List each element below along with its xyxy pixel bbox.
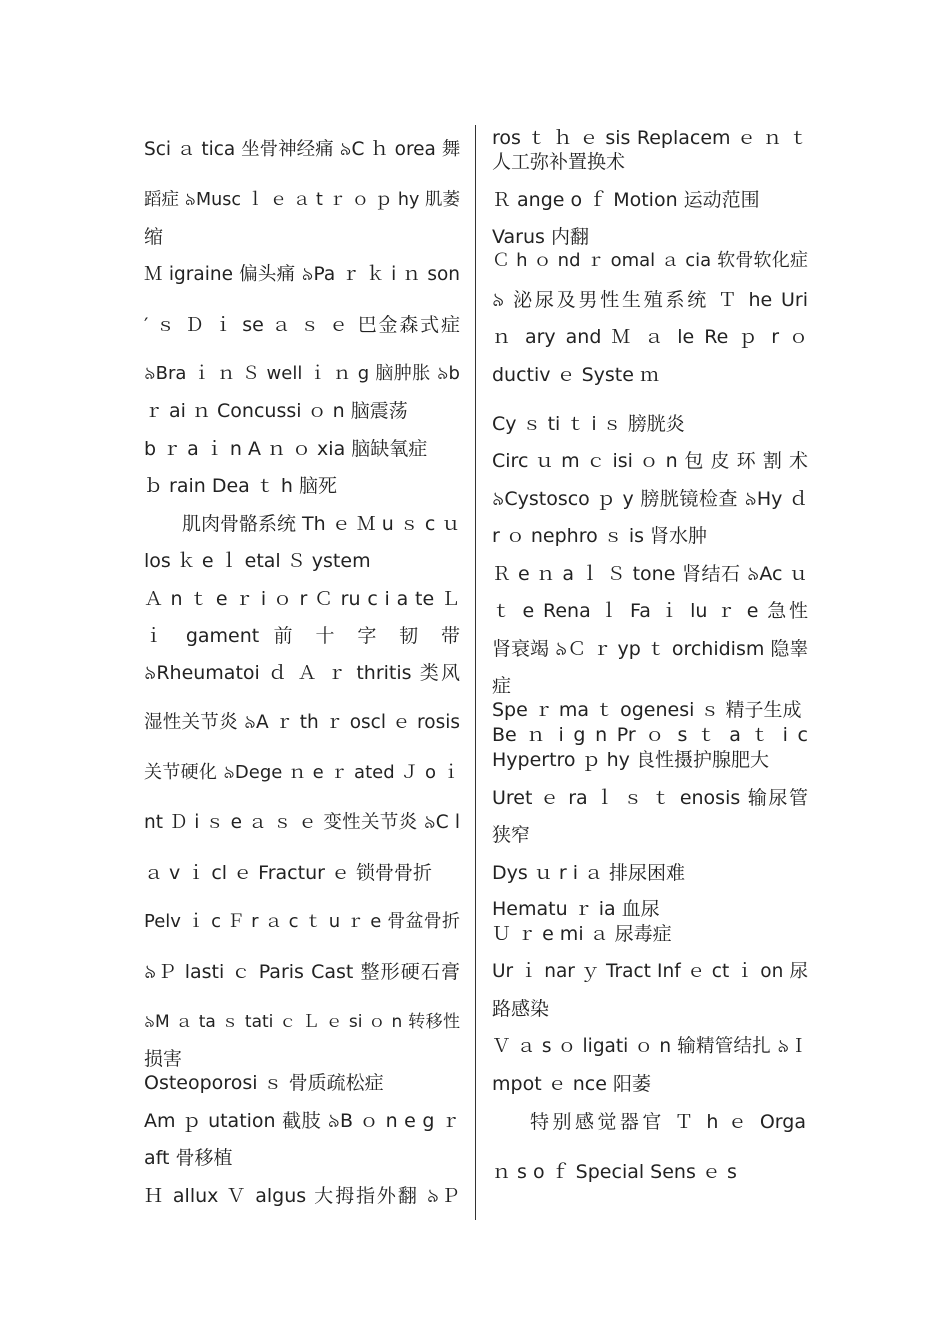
text-line: Pelv ｉ c Ｆ r ａ c ｔ u ｒ e 骨盆骨折: [144, 911, 460, 932]
text-line: 蹈症 ৯Musc ｌ ｅ ａ t ｒ ｏ ｐ hy 肌萎: [144, 190, 460, 210]
text-line: 路感染: [492, 998, 550, 1020]
text-line: Am ｐ utation 截肢 ৯B ｏ n e g ｒ: [144, 1110, 460, 1132]
text-line: ｔ e Rena ｌ Fa ｉ lu ｒ e 急性: [492, 600, 808, 622]
text-line: Hematu ｒ ia 血尿: [492, 898, 660, 920]
section-heading: 肌肉骨骼系统 Th ｅ Ｍ u ｓ c ｕ: [182, 513, 461, 535]
text-line: 狭窄: [492, 824, 531, 846]
text-line: ａ v ｉ cl ｅ Fractur ｅ 锁骨骨折: [144, 862, 432, 884]
text-line: Spe ｒ ma ｔ ogenesi ｓ 精子生成: [492, 699, 802, 721]
text-line: Ｃ h ｏ nd ｒ omal ａ cia 软骨软化症: [492, 250, 808, 271]
text-line: 关节硬化 ৯Dege ｎ e ｒ ated Ｊ o ｉ: [144, 762, 460, 783]
text-line: 损害: [144, 1048, 183, 1070]
text-line: Uret ｅ ra ｌ ｓ ｔ enosis 输尿管: [492, 787, 808, 809]
text-line: Sci ａ tica 坐骨神经痛 ৯C ｈ orea 舞: [144, 139, 461, 160]
text-line: Ｈ allux Ｖ algus 大拇指外翻 ৯Ｐ: [144, 1185, 460, 1207]
text-line: ৯Rheumatoi ｄ Ａ ｒ thritis 类风: [144, 662, 460, 684]
text-line: Ｍ igraine 偏头痛 ৯Pa ｒ ｋ i ｎ son: [144, 264, 460, 285]
text-line: Circ ｕ m ｃ isi ｏ n 包 皮 环 割 术: [492, 450, 808, 472]
text-line: ｎ s o ｆ Special Sens ｅ s: [492, 1161, 737, 1183]
text-line: 肾衰竭 ৯Ｃ ｒ yp ｔ orchidism 隐睾: [492, 638, 809, 660]
text-line: Hypertro ｐ hy 良性摄护腺肥大: [492, 749, 769, 771]
text-line: Ｒ e ｎ a ｌ Ｓ tone 肾结石 ৯Ac ｕ: [492, 563, 808, 585]
text-line: ′ ｓ Ｄ ｉ se ａ ｓ ｅ 巴金森式症: [144, 314, 460, 336]
text-line: Cy ｓ ti ｔ i ｓ 膀胱炎: [492, 413, 685, 435]
text-line: ｎ ary and Ｍ ａ le Re ｐ r ｏ: [492, 326, 808, 348]
text-line: ductiv ｅ Syste ｍ: [492, 364, 659, 386]
text-line: ｒ ai ｎ Concussi ｏ n 脑震荡: [144, 400, 408, 422]
text-line: ৯M ａ ta ｓ tati ｃ Ｌ ｅ si ｏ n 转移性: [144, 1012, 460, 1032]
text-line: aft 骨移植: [144, 1147, 233, 1169]
column-divider: [475, 125, 476, 1220]
text-line: 人工弥补置换术: [492, 151, 626, 173]
text-line: b ｒ a ｉ n A ｎ ｏ xia 脑缺氧症: [144, 438, 428, 460]
text-line: Ｖ ａ s ｏ ligati ｏ n 输精管结扎 ৯Ｉ: [492, 1036, 808, 1057]
section-heading: 特别感觉器官 Ｔ h ｅ Orga: [530, 1111, 806, 1133]
text-line: ｂ rain Dea ｔ h 脑死: [144, 475, 337, 497]
section-heading: ৯ 泌尿及男性生殖系统 Ｔ he Uri: [492, 289, 808, 311]
text-line: Osteoporosi ｓ 骨质疏松症: [144, 1072, 384, 1094]
text-line: ৯Cystosco ｐ y 膀胱镜检查 ৯Hy ｄ: [492, 488, 808, 510]
text-line: ৯Ｐ lasti ｃ Paris Cast 整形硬石膏: [144, 961, 460, 983]
text-line: Be ｎ i g n Pr ｏ s ｔ a ｔ i c: [492, 724, 808, 746]
text-line: 症: [492, 675, 512, 697]
text-line: Varus 内翻: [492, 226, 589, 248]
text-line: ｉ gament 前 十 字 韧 带: [144, 625, 460, 647]
text-line: Ur ｉ nar ｙ Tract Inf ｅ ct ｉ on 尿: [492, 961, 808, 982]
text-line: ros ｔ ｈ ｅ sis Replacem ｅ ｎ ｔ: [492, 127, 808, 149]
text-line: 缩: [144, 226, 164, 248]
text-line: los ｋ e ｌ etal Ｓ ystem: [144, 550, 371, 572]
text-line: Ｕ ｒ e mi ａ 尿毒症: [492, 923, 672, 945]
text-line: Dys ｕ r i ａ 排尿困难: [492, 862, 686, 884]
text-line: Ａ n ｔ e ｒ i ｏ r Ｃ ru c i a te Ｌ: [144, 588, 460, 610]
text-line: nt Ｄ i ｓ e ａ ｓ ｅ 变性关节炎 ৯C l: [144, 812, 460, 833]
text-line: r ｏ nephro ｓ is 肾水肿: [492, 525, 708, 547]
text-line: 湿性关节炎 ৯A ｒ th ｒ oscl ｅ rosis: [144, 712, 460, 733]
text-line: mpot ｅ nce 阳萎: [492, 1073, 651, 1095]
text-line: ৯Bra ｉ ｎ Ｓ well ｉ ｎ g 脑肿胀 ৯b: [144, 363, 460, 384]
text-line: Ｒ ange o ｆ Motion 运动范围: [492, 189, 760, 211]
